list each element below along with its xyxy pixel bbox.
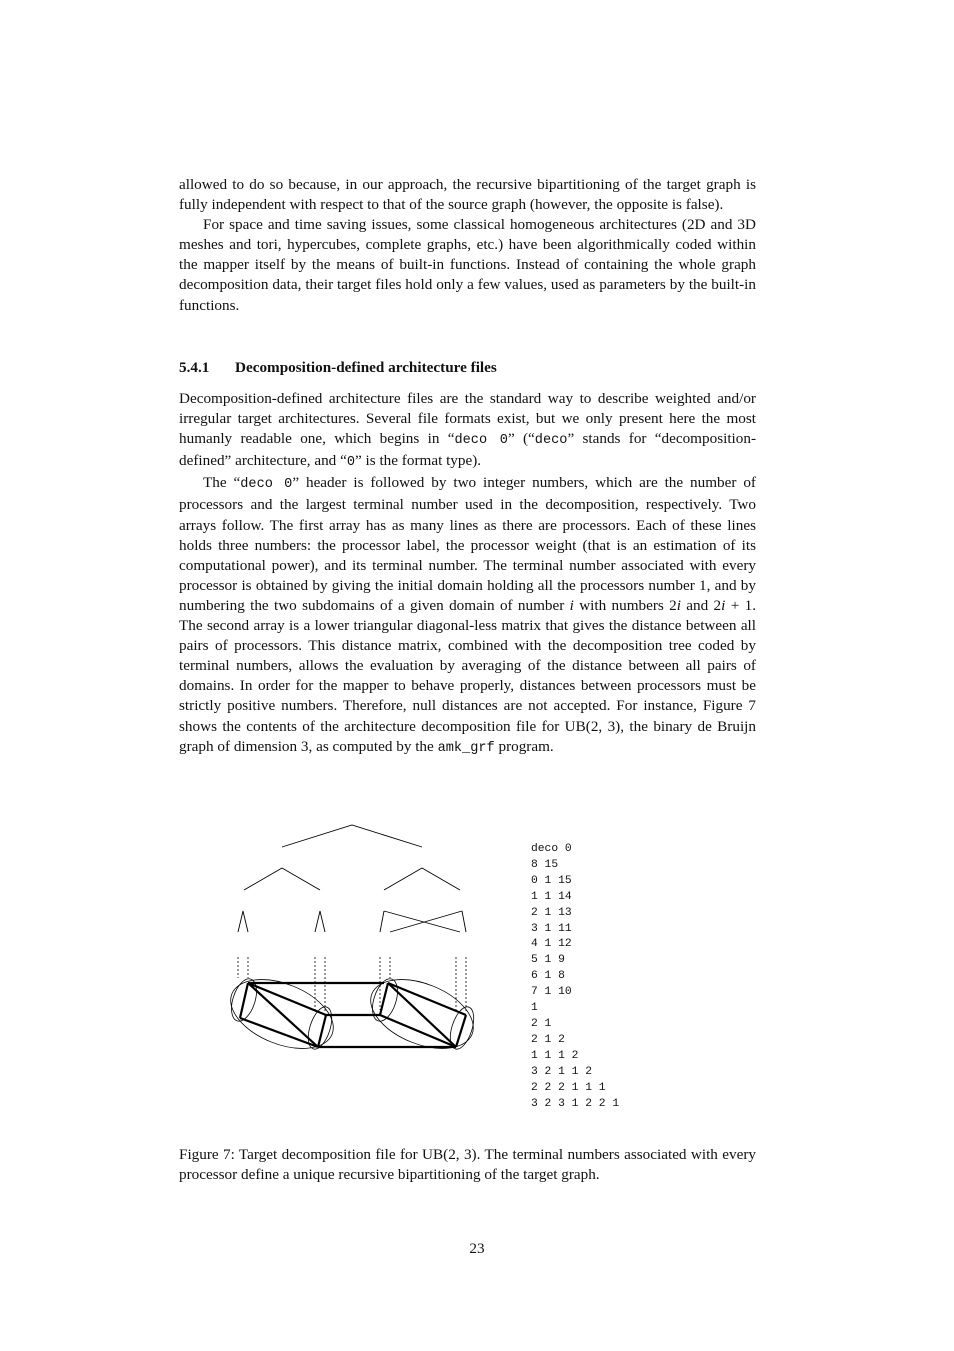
code-line: 3 1 11: [531, 922, 572, 935]
code-line: 4 1 12: [531, 938, 572, 951]
text-run: + 1. The second array is a lower triangular diagonal-less matrix that gives the distance between all pairs of processors. This distance matrix, combined with the decomposition tree coded by terminal numbers, allows the evaluation by averaging of the distance between all pairs of domains. In order for the mapper to behave properly, distances between processors must be strictly positive numbers. Therefore, null distances are not accepted. For instance, Figure 7 shows the contents of the architecture decomposition file for UB(2, 3), the binary de Bruijn graph of dimension 3, as computed by the: [179, 596, 756, 755]
math-var: i: [721, 596, 726, 614]
text-run: The “: [203, 474, 241, 492]
tree-leaf-pair-1: [238, 911, 248, 932]
code-zero: 0: [346, 455, 355, 471]
page-number: 23: [469, 1240, 485, 1257]
code-line: 7 1 10: [531, 986, 572, 999]
figure-caption: Figure 7: Target decomposition file for UB(2, 3). The terminal numbers associated with every processor define a unique recursive bipartitioning of the target graph.: [179, 1146, 756, 1184]
intro-text: [179, 175, 756, 316]
decomposition-file-listing: [531, 842, 619, 1112]
code-deco0: deco 0: [240, 477, 293, 493]
text-run: Decomposition-defined architecture files are the standard way to describe weighted and/or irregular target architectures. Several file formats exist, but we only present here the most humanly readable one, which begins in “: [179, 390, 756, 448]
text-run: ” header is followed by two integer numbers, which are the number of processors and the largest terminal number used in the decomposition, respectively. Two arrays follow. The first array has as many lines as there are processors. Each of these lines holds three numbers: the processor label, the processor weight (that is an estimation of its computational power), and its terminal number. The terminal number associated with every processor is obtained by giving the initial domain holding all the processors number 1, and by numbering the two subdomains of a given domain of number: [179, 474, 756, 614]
math-var: i: [569, 596, 574, 614]
text-run: ” is the format type).: [354, 452, 482, 470]
graph-edges: [240, 983, 466, 1047]
code-line: 3 2 3 1 2 2 1: [531, 1097, 620, 1110]
tree-root-branch: [282, 825, 422, 847]
text-run: with numbers 2: [573, 596, 677, 614]
text-run: and 2: [680, 596, 722, 614]
body-text: [179, 389, 756, 759]
code-line: 2 2 2 1 1 1: [531, 1081, 606, 1094]
tree-left-branch: [244, 868, 320, 890]
code-line: 1 1 14: [531, 890, 572, 903]
paragraph-1: allowed to do so because, in our approach, the recursive bipartitioning of the target graph is fully independent with respect to that of the source graph (however, the opposite is false).: [179, 176, 756, 214]
code-line: 1 1 1 2: [531, 1049, 579, 1062]
code-amk-grf: amk_grf: [437, 740, 495, 756]
code-line: 8 15: [531, 858, 559, 871]
code-deco0: deco 0: [454, 433, 508, 449]
section-heading: [179, 359, 756, 377]
math-var: i: [676, 596, 681, 614]
code-line: 0 1 15: [531, 874, 572, 887]
text-run: ” stands for “decomposition-defined” architecture, and “: [179, 430, 757, 470]
code-line: 1: [531, 1002, 538, 1015]
code-deco: deco: [534, 433, 568, 449]
code-line: deco 0: [531, 843, 572, 855]
code-line: 5 1 9: [531, 954, 565, 967]
paragraph-2: For space and time saving issues, some classical homogeneous architectures (2D and 3D meshes and tori, hypercubes, complete graphs, etc.) have been algorithmically coded within the mapper itself by the means of built-in functions. Instead of containing the whole graph decomposition data, their target files hold only a few values, used as parameters by the built-in functions.: [179, 216, 756, 314]
code-line: 3 2 1 1 2: [531, 1065, 593, 1078]
decomposition-diagram: [222, 820, 484, 1065]
code-line: 2 1 2: [531, 1033, 565, 1046]
section-title: Decomposition-defined architecture files: [235, 359, 497, 376]
tree-leaf-cross: [380, 911, 466, 932]
paragraph-3: [179, 389, 756, 473]
section-number: 5.4.1: [179, 359, 210, 376]
code-line: 2 1: [531, 1017, 552, 1030]
text-run: ” (“: [507, 430, 535, 448]
text-run: program.: [494, 737, 554, 755]
code-line: 6 1 8: [531, 970, 565, 983]
tree-leaf-pair-2: [315, 911, 325, 932]
tree-right-branch: [384, 868, 460, 890]
paragraph-4: [179, 473, 756, 758]
code-line: 2 1 13: [531, 906, 572, 919]
domain-ellipse: [304, 1004, 337, 1052]
decomposition-tree: [238, 825, 466, 932]
